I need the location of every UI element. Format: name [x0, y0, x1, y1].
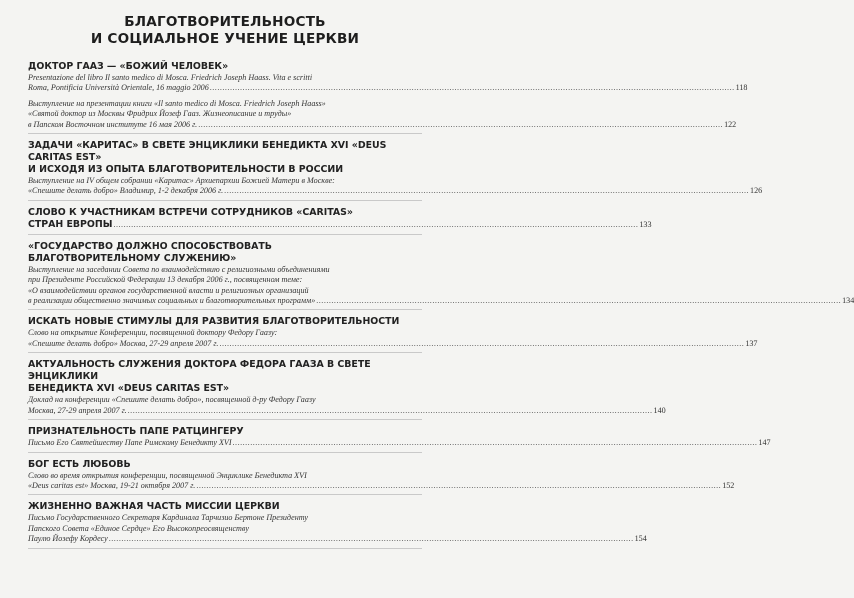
toc-entry-line — [28, 109, 422, 119]
page-number: 147 — [758, 438, 771, 448]
toc-entry-heading: И ИСХОДЯ ИЗ ОПЫТА БЛАГОТВОРИТЕЛЬНОСТИ В РОССИИ — [28, 164, 344, 176]
toc-entry — [28, 424, 771, 452]
toc-entry-heading: АКТУАЛЬНОСТЬ СЛУЖЕНИЯ ДОКТОРА ФЕДОРА ГААЗА В СВЕТЕ ЭНЦИКЛИКИ — [28, 359, 371, 383]
toc-entry-text: в Папском Восточном институте 16 мая 2006 г. — [28, 119, 198, 129]
leader-dots — [128, 406, 653, 416]
toc-entry-line — [28, 286, 422, 296]
page-number: 154 — [634, 534, 647, 544]
toc-entry-heading: БЛАГОТВОРИТЕЛЬНОМУ СЛУЖЕНИЮ» — [28, 252, 237, 264]
toc-entry-line — [28, 534, 647, 544]
toc-entry-line — [28, 99, 422, 109]
page-number: 137 — [745, 338, 758, 348]
toc-entry — [28, 205, 652, 235]
toc-entry-text: Выступление на заседании Совета по взаимодействию с религиозными объединениями — [28, 264, 330, 274]
toc-entry-text: «Святой доктор из Москвы Фридрих Йозеф Гааз. Жизнеописание и труды» — [28, 109, 292, 119]
leader-dots — [210, 83, 735, 93]
toc-entry-heading: ПРИЗНАТЕЛЬНОСТЬ ПАПЕ РАТЦИНГЕРУ — [28, 426, 244, 438]
page-number: 140 — [653, 405, 666, 415]
toc-entry — [28, 499, 647, 548]
section-title-line-2: И СОЦИАЛЬНОЕ УЧЕНИЕ ЦЕРКВИ — [90, 31, 360, 47]
toc-entry-heading: СЛОВО К УЧАСТНИКАМ ВСТРЕЧИ СОТРУДНИКОВ «CARITAS» — [28, 206, 353, 218]
toc-entry-heading: ЗАДАЧИ «КАРИТАС» В СВЕТЕ ЭНЦИКЛИКИ БЕНЕДИКТА XVI «DEUS CARITAS EST» — [28, 140, 387, 164]
toc-entry-text: «Deus caritas est» Москва, 19-21 октября 2007 г. — [28, 480, 196, 490]
toc-entry-line — [28, 296, 854, 306]
toc-entry-line — [28, 438, 771, 448]
toc-entry-text: «Спешите делать добро» Владимир, 1-2 декабря 2006 г. — [28, 186, 224, 196]
toc-entry-line — [28, 480, 735, 491]
toc-entry-line — [28, 83, 748, 93]
toc-entry — [28, 457, 735, 496]
toc-entry-text: при Президенте Российской Федерации 13 декабря 2006 г., посвященном теме: — [28, 275, 303, 285]
toc-entry-line — [28, 513, 422, 523]
toc-entry-line — [28, 176, 422, 186]
toc-entry-text: Presentazione del libro Il santo medico di Mosca. Friedrich Joseph Haass. Vita e scritti — [28, 73, 313, 82]
toc-entry-text: Выступление на IV общем собрании «Каритас» Архиепархии Божией Матери в Москве: — [28, 176, 335, 186]
table-of-contents — [28, 59, 854, 549]
toc-entry-line — [28, 338, 758, 349]
toc-entry — [28, 59, 748, 134]
toc-entry-heading: БОГ ЕСТЬ ЛЮБОВЬ — [28, 458, 131, 470]
leader-dots — [219, 339, 744, 349]
toc-entry-text: Roma, Pontificia Università Orientale, 16 maggio 2006 — [28, 83, 209, 93]
toc-entry-heading: БЕНЕДИКТА XVI «DEUS CARITAS EST» — [28, 383, 230, 395]
toc-entry-line — [28, 405, 666, 416]
leader-dots — [109, 534, 634, 544]
leader-dots — [316, 296, 841, 306]
page-number: 118 — [735, 83, 748, 93]
toc-entry-text: Папского Совета «Единое Сердце» Его Высокопреосвященству — [28, 523, 250, 533]
toc-entry-text: «О взаимодействии органов государственной власти и религиозных организаций — [28, 285, 309, 295]
section-title — [28, 14, 422, 48]
toc-entry-text: Паулю Йозефу Кордесу — [28, 534, 108, 544]
toc-entry-text: Доклад на конференции «Спешите делать добро», посвященной д-ру Федору Гаазу — [28, 395, 316, 405]
toc-entry-text: Москва, 27-29 апреля 2007 г. — [28, 405, 127, 415]
toc-entry-heading: ИСКАТЬ НОВЫЕ СТИМУЛЫ ДЛЯ РАЗВИТИЯ БЛАГОТВОРИТЕЛЬНОСТИ — [28, 316, 400, 328]
toc-entry — [28, 239, 854, 311]
leader-dots — [113, 220, 638, 230]
toc-entry-line — [28, 186, 763, 196]
toc-entry-line — [28, 73, 422, 83]
leader-dots — [224, 186, 749, 196]
toc-entry — [28, 314, 758, 353]
toc-entry-heading: ДОКТОР ГААЗ — «БОЖИЙ ЧЕЛОВЕК» — [28, 61, 229, 72]
toc-entry-text: Слово на открытие Конференции, посвященной доктору Федору Гаазу: — [28, 328, 278, 338]
toc-entry-line — [28, 471, 422, 481]
leader-dots — [196, 481, 721, 491]
toc-entry-line — [28, 524, 422, 534]
toc-entry-heading: ЖИЗНЕННО ВАЖНАЯ ЧАСТЬ МИССИИ ЦЕРКВИ — [28, 501, 280, 513]
toc-entry-text: Письмо Его Святейшеству Папе Римскому Бенедикту XVI — [28, 438, 232, 448]
toc-entry — [28, 357, 666, 420]
toc-entry — [28, 138, 763, 201]
page-number: 122 — [724, 119, 737, 129]
toc-entry-line — [28, 265, 422, 275]
page-number: 126 — [750, 186, 763, 196]
toc-entry-line — [28, 275, 422, 285]
toc-entry-text: в реализации общественно значимых социальных и благотворительных программ» — [28, 296, 316, 306]
toc-entry-text: Слово во время открытия конференции, посвященной Энциклике Бенедикта XVI — [28, 470, 307, 480]
page-number: 152 — [722, 480, 735, 490]
toc-entry-line — [28, 328, 422, 338]
toc-entry-text: Выступление на презентации книги «Il santo medico di Mosca. Friedrich Joseph Haass» — [28, 98, 326, 108]
toc-entry-text: «Спешите делать добро» Москва, 27-29 апреля 2007 г. — [28, 338, 219, 348]
toc-entry-text: Письмо Государственного Секретаря Кардинала Тарчизио Бертоне Президенту — [28, 513, 308, 523]
leader-dots — [233, 438, 758, 448]
page-number: 134 — [842, 296, 854, 306]
toc-entry-line — [28, 218, 652, 231]
toc-entry-line — [28, 119, 737, 130]
toc-entry-line — [28, 395, 422, 405]
page-number: 133 — [639, 219, 652, 229]
leader-dots — [198, 120, 723, 130]
toc-entry-heading: «ГОСУДАРСТВО ДОЛЖНО СПОСОБСТВОВАТЬ — [28, 240, 272, 252]
toc-entry-heading: СТРАН ЕВРОПЫ — [28, 218, 113, 230]
section-title-line-1: БЛАГОТВОРИТЕЛЬНОСТЬ — [124, 14, 326, 30]
